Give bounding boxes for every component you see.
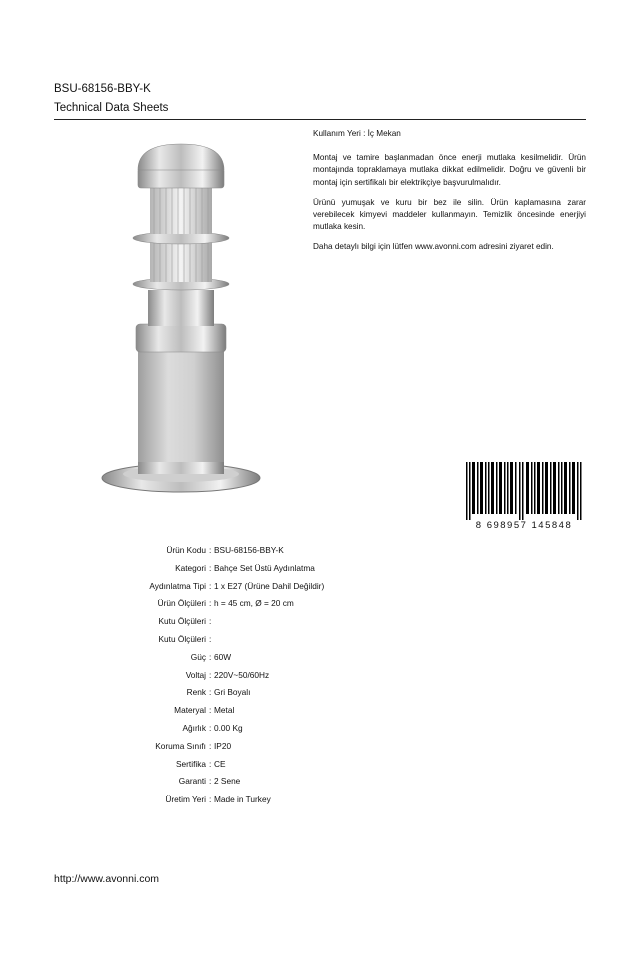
spec-label: Voltaj [185, 669, 206, 680]
spec-separator: : [209, 651, 212, 662]
spec-value: 60W [214, 651, 232, 662]
spec-label: Aydınlatma Tipi [149, 580, 206, 591]
spec-separator: : [209, 758, 212, 769]
spec-label: Ağırlık [182, 722, 206, 733]
spec-separator: : [209, 722, 212, 733]
spec-value: Made in Turkey [214, 794, 271, 805]
spec-separator: : [209, 705, 212, 716]
spec-label: Koruma Sınıfı [155, 740, 206, 751]
barcode [460, 462, 588, 534]
spec-label: Ürün Ölçüleri [157, 598, 206, 609]
product-image [98, 140, 264, 498]
spec-label: Ürün Kodu [166, 545, 206, 555]
spec-value: 2 Sene [214, 776, 241, 787]
safety-paragraph: Montaj ve tamire başlanmadan önce enerji mutlaka kesilmelidir. Ürün montajında topraklamaya mutlaka dikkat edilmelidir. Doğru ve güvenli bir montaj için sertifikalı bir elektrikçiye başvurulmalıdır. [313, 153, 586, 187]
spec-label: Kutu Ölçüleri [158, 633, 206, 644]
info-panel [313, 128, 586, 262]
spec-value: 220V~50/60Hz [214, 669, 270, 680]
spec-separator: : [209, 776, 212, 787]
spec-separator: : [209, 616, 212, 627]
product-code-heading: BSU-68156-BBY-K [54, 83, 151, 95]
document-subtitle: Technical Data Sheets [54, 102, 169, 114]
spec-separator: : [209, 562, 212, 573]
spec-value: CE [214, 758, 226, 769]
spec-label: Kutu Ölçüleri [158, 616, 206, 627]
barcode-digits: 8 698957 145848 [475, 520, 573, 531]
spec-value: Metal [214, 705, 235, 716]
spec-separator: : [209, 545, 212, 555]
spec-label: Renk [186, 687, 206, 698]
spec-value: 1 x E27 (Ürüne Dahil Değildir) [214, 580, 325, 591]
spec-label: Üretim Yeri [165, 794, 206, 805]
spec-value: Gri Boyalı [214, 687, 251, 698]
more-info-paragraph: Daha detaylı bilgi için lütfen www.avonni.com adresini ziyaret edin. [313, 242, 554, 252]
header-divider [54, 119, 586, 120]
spec-value: Bahçe Set Üstü Aydınlatma [214, 562, 315, 573]
spec-label: Sertifika [176, 758, 206, 769]
cleaning-paragraph: Ürünü yumuşak ve kuru bir bez ile silin. Ürün kaplamasına zarar verebilecek kimyevi maddeler kullanmayın. Temizlik öncesinde enerjiyi mutlaka kesin. [313, 197, 586, 232]
spec-label: Kategori [175, 562, 206, 573]
spec-separator: : [209, 687, 212, 698]
spec-value: 0.00 Kg [214, 722, 243, 733]
spec-separator: : [209, 740, 212, 751]
barcode-bars [460, 462, 588, 520]
spec-value: IP20 [214, 740, 232, 751]
spec-separator: : [209, 598, 212, 609]
spec-label: Güç [190, 651, 206, 662]
spec-value: h = 45 cm, Ø = 20 cm [214, 598, 294, 609]
spec-separator: : [209, 794, 212, 805]
website-link[interactable]: http://www.avonni.com [54, 873, 160, 885]
spec-separator: : [209, 669, 212, 680]
spec-value: BSU-68156-BBY-K [214, 545, 284, 555]
spec-label: Materyal [174, 705, 206, 716]
spec-separator: : [209, 633, 212, 644]
usage-text: Kullanım Yeri : İç Mekan [313, 129, 401, 138]
spec-separator: : [209, 580, 212, 591]
spec-label: Garanti [178, 776, 206, 787]
